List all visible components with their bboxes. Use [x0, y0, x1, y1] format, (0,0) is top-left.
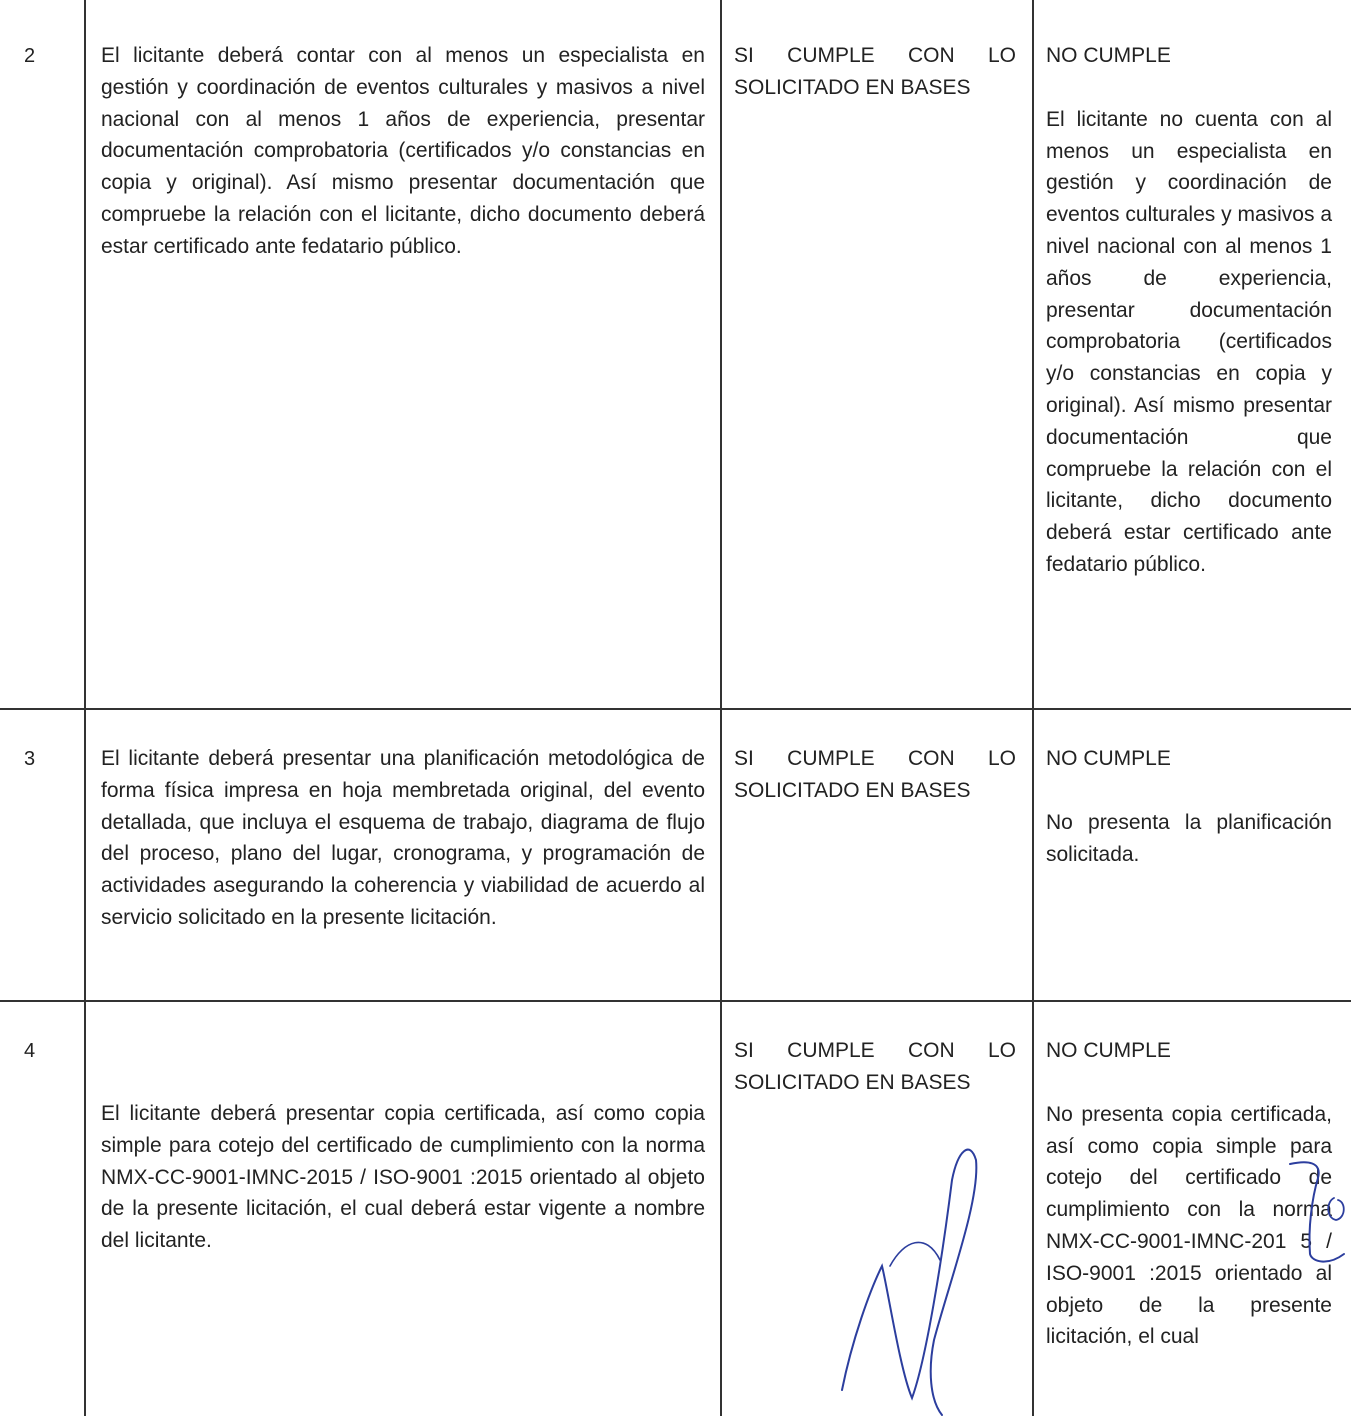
verdict-label: NO CUMPLE — [1046, 1039, 1171, 1062]
compliance-status: SI CUMPLE CON LO SOLICITADO EN BASES — [734, 1039, 1016, 1094]
row-number: 2 — [24, 45, 36, 67]
verdict-reason: No presenta copia certificada, así como copia simple para cotejo del certificado de cumplimiento con la norma NMX-CC-9001-IMNC-201 5 / ISO-9001 :2015 orientado al objeto de la presente licitación, el cual — [1046, 1102, 1332, 1349]
requirement-text: El licitante deberá contar con al menos un especialista en gestión y coordinación de eventos culturales y masivos a nivel nacional con al menos 1 años de experiencia, presentar documentación comprobatoria (certificados y/o constancias en copia y original). Así mismo presentar documentación que compruebe la relación con el licitante, dicho documento deberá estar certificado ante fedatario público. — [101, 44, 705, 258]
verdict-label: NO CUMPLE — [1046, 747, 1171, 770]
row-divider — [0, 708, 1351, 710]
row-number: 4 — [24, 1040, 36, 1062]
verdict-reason: El licitante no cuenta con al menos un especialista en gestión y coordinación de eventos culturales y masivos a nivel nacional con al menos 1 años de experiencia, presentar documentación comprobatoria (certificados y/o constancias en copia y original). Así mismo presentar documentación que compruebe la relación con el licitante, dicho documento deberá estar certificado ante fedatario público. — [1046, 107, 1332, 576]
compliance-status: SI CUMPLE CON LO SOLICITADO EN BASES — [734, 44, 1016, 99]
verdict-cell — [1046, 743, 1332, 870]
row-number: 3 — [24, 748, 36, 770]
verdict-cell — [1046, 40, 1332, 581]
row-divider — [0, 1000, 1351, 1002]
handwritten-initials — [1278, 1158, 1351, 1268]
requirement-text: El licitante deberá presentar una planificación metodológica de forma física impresa en hoja membretada original, del evento detallada, que incluya el esquema de trabajo, diagrama de flujo del proceso, plano del lugar, cronograma, y programación de actividades asegurando la coherencia y viabilidad de acuerdo al servicio solicitado en la presente licitación. — [101, 747, 705, 929]
compliance-status: SI CUMPLE CON LO SOLICITADO EN BASES — [734, 747, 1016, 802]
requirement-text: El licitante deberá presentar copia certificada, así como copia simple para cotejo del certificado de cumplimiento con la norma NMX-CC-9001-IMNC-2015 / ISO-9001 :2015 orientado al objeto de la presente licitación, el cual deberá estar vigente a nombre del licitante. — [101, 1102, 705, 1253]
verdict-label: NO CUMPLE — [1046, 44, 1171, 67]
verdict-reason: No presenta la planificación solicitada. — [1046, 810, 1332, 866]
handwritten-signature — [830, 1140, 990, 1416]
